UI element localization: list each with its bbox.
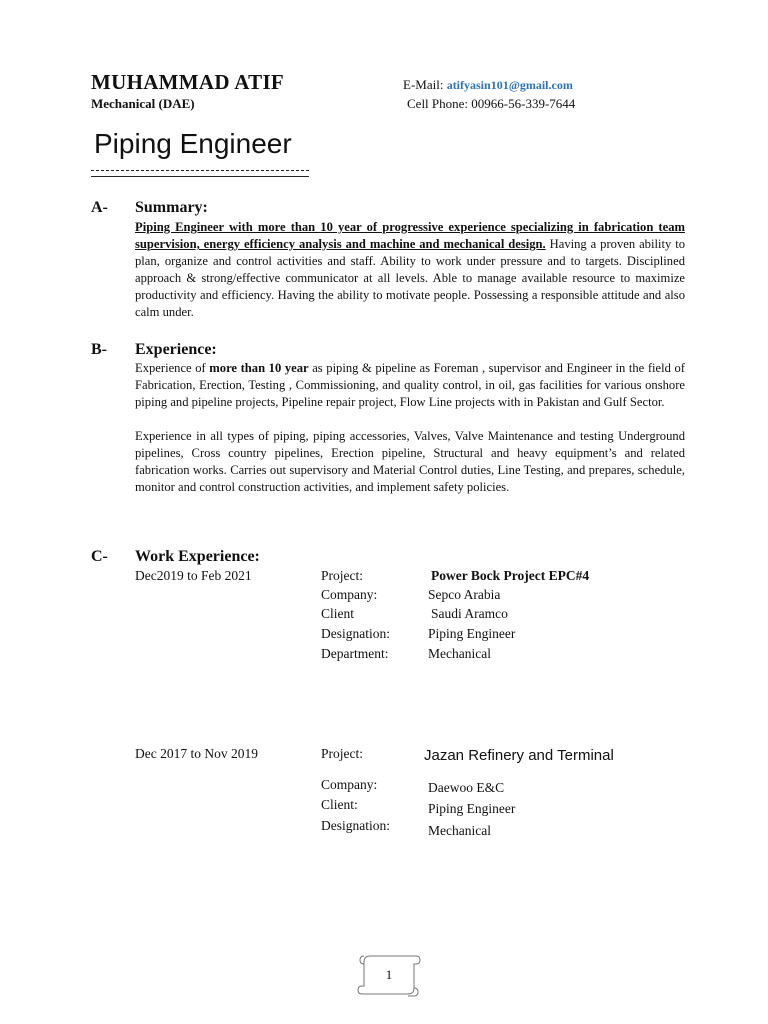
summary-section-letter: A- [91,199,108,216]
job1-client: Saudi Aramco [431,606,508,621]
page-number: 1 [385,967,393,982]
page-number-scroll [356,954,422,998]
candidate-name: MUHAMMAD ATIF [91,70,285,94]
experience-heading: Experience: [135,341,217,358]
job2-project-label: Project: [321,746,363,761]
email-row [403,77,573,93]
experience-p1-start: Experience of [135,361,210,375]
title-divider [91,170,309,177]
job1-project: Power Bock Project EPC#4 [431,568,590,583]
experience-paragraph-1 [135,360,685,411]
qualification: Mechanical (DAE) [91,96,195,111]
job2-designation: Mechanical [428,823,491,838]
phone-number: 00966-56-339-7644 [471,96,576,111]
job1-company: Sepco Arabia [428,587,501,602]
email-label: E-Mail: [403,77,444,92]
experience-p1-bold: more than 10 year [209,361,309,375]
job1-client-label: Client [321,606,354,621]
job1-dates: Dec2019 to Feb 2021 [135,568,252,583]
job1-company-label: Company: [321,587,378,602]
work-heading: Work Experience: [135,548,260,565]
phone-row [407,96,575,112]
summary-text: Having a proven ability to plan, organize and control activities and staff. Ability to work under pressure and to targets. Disciplined approach & strong/effective communicator at all levels. Able to manage available resource to maximize productivity and efficiency. Having the ability to motivate people. Possessing a responsible attitude and also calm under. [135,237,685,319]
experience-p1-end: as piping & pipeline as Foreman , supervisor and Engineer in the field of Fabrication, Erection, Testing , Commissioning, and quality control, in oil, gas facilities for various onshore piping and pipeline projects, Pipeline repair project, Flow Line projects with in Pakistan and Gulf Sector. [135,361,685,409]
job1-department: Mechanical [428,646,491,661]
job2-designation-label: Designation: [321,818,390,833]
job1-designation: Piping Engineer [428,626,516,641]
job2-project: Jazan Refinery and Terminal [424,747,614,764]
job2-client-label: Client: [321,797,358,812]
summary-paragraph [135,219,685,321]
job2-company-label: Company: [321,777,378,792]
email-link[interactable]: atifyasin101@gmail.com [446,78,573,92]
summary-lead: Piping Engineer with more than 10 year of progressive experience specializing in fabrication team supervision, energy efficiency analysis and machine and mechanical design. [135,220,685,251]
job1-department-label: Department: [321,646,389,661]
experience-paragraph-2: Experience in all types of piping, piping accessories, Valves, Valve Maintenance and testing Underground pipelines, Cross country pipelines, Erection pipeline, Structural and heavy equipment’s and related fabrication works. Carries out supervisory and Material Control duties, Line Testing, and prepares, schedule, monitor and control construction activities, and implement safety policies. [135,429,685,494]
job2-client: Piping Engineer [428,801,516,816]
summary-heading: Summary: [135,199,208,216]
job2-dates: Dec 2017 to Nov 2019 [135,746,258,761]
job2-company: Daewoo E&C [428,780,505,795]
job-title: Piping Engineer [94,128,292,159]
experience-section-letter: B- [91,341,107,358]
job1-designation-label: Designation: [321,626,390,641]
job1-project-label: Project: [321,568,363,583]
work-section-letter: C- [91,548,108,565]
phone-label: Cell Phone: [407,96,469,111]
